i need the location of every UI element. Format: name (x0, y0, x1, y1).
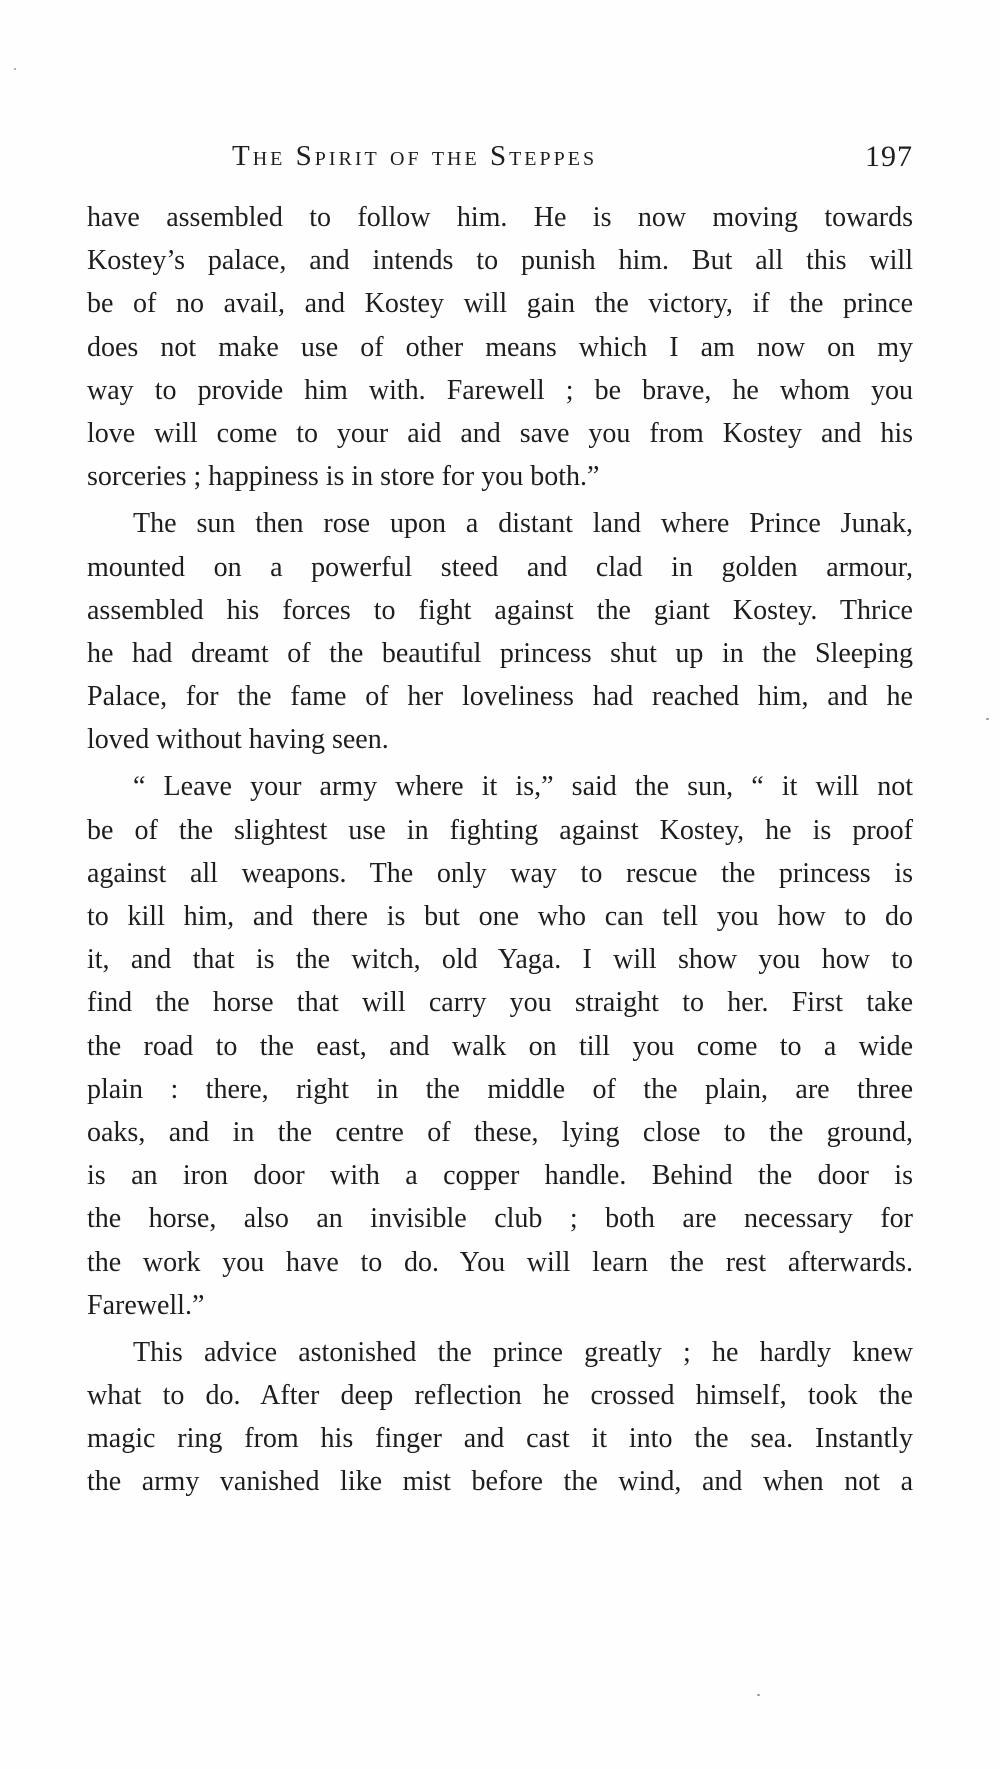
text-line: way to provide him with. Farewell ; be brave, he whom you (87, 374, 913, 406)
text-line: mounted on a powerful steed and clad in golden armour, (87, 551, 913, 583)
text-line: Farewell.” (87, 1289, 205, 1321)
page-number: 197 (865, 140, 913, 173)
text-line: the road to the east, and walk on till you come to a wide (87, 1030, 913, 1062)
scan-speck (757, 1694, 760, 1696)
text-line: the work you have to do. You will learn the rest afterwards. (87, 1246, 913, 1278)
text-line: love will come to your aid and save you from Kostey and his (87, 417, 913, 449)
text-line: to kill him, and there is but one who can tell you how to do (87, 901, 913, 932)
text-line: the horse, also an invisible club ; both are necessary for (87, 1203, 913, 1235)
text-line: it, and that is the witch, old Yaga. I will show you how to (87, 944, 913, 976)
text-line: assembled his forces to fight against the giant Kostey. Thrice (87, 594, 913, 626)
text-line: does not make use of other means which I am now on my (87, 331, 913, 363)
body-text (87, 196, 913, 1504)
text-line: what to do. After deep reflection he crossed himself, took the (87, 1380, 913, 1412)
paragraph (87, 765, 913, 1326)
running-header (87, 140, 917, 190)
text-line: Palace, for the fame of her loveliness had reached him, and he (87, 681, 913, 713)
text-line: Kostey’s palace, and intends to punish him. But all this will (87, 245, 913, 277)
text-line: is an iron door with a copper handle. Behind the door is (87, 1160, 913, 1192)
text-line: plain : there, right in the middle of the plain, are three (87, 1073, 913, 1105)
text-line: sorceries ; happiness is in store for you both.” (87, 461, 600, 493)
text-line: find the horse that will carry you straight to her. First take (87, 987, 913, 1019)
paragraph (87, 502, 913, 761)
paragraph (87, 1331, 913, 1504)
text-line: magic ring from his finger and cast it into the sea. Instantly (87, 1423, 913, 1455)
text-line: the army vanished like mist before the wind, and when not a (87, 1466, 913, 1498)
text-line: he had dreamt of the beautiful princess shut up in the Sleeping (87, 637, 913, 669)
scan-speck (14, 68, 16, 70)
text-line: “ Leave your army where it is,” said the sun, “ it will not (133, 771, 913, 803)
scan-speck (986, 718, 989, 720)
text-line: The sun then rose upon a distant land where Prince Junak, (133, 508, 913, 540)
running-title: The Spirit of the Steppes (232, 140, 598, 172)
text-line: be of no avail, and Kostey will gain the victory, if the prince (87, 288, 913, 320)
paragraph (87, 196, 913, 498)
text-line: This advice astonished the prince greatly ; he hardly knew (133, 1336, 913, 1368)
text-line: against all weapons. The only way to rescue the princess is (87, 857, 913, 889)
text-line: oaks, and in the centre of these, lying close to the ground, (87, 1116, 913, 1148)
text-line: have assembled to follow him. He is now moving towards (87, 202, 913, 233)
text-line: loved without having seen. (87, 724, 389, 756)
text-line: be of the slightest use in fighting against Kostey, he is proof (87, 814, 913, 846)
